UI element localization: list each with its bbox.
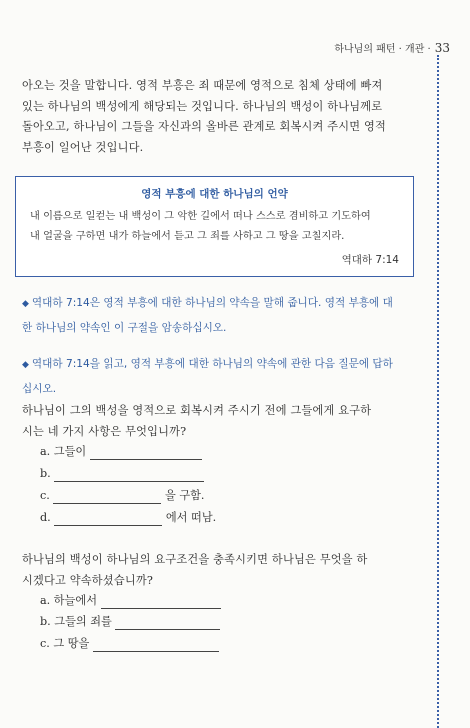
answer-blank[interactable]	[54, 513, 162, 526]
question-2	[22, 549, 422, 591]
answer-label: c. 그 땅을	[40, 637, 90, 650]
answer-row-2b	[40, 614, 220, 630]
question-line: 시겠다고 약속하셨습니까?	[22, 574, 154, 587]
verse-reference: 역대하 7:14	[341, 254, 399, 266]
question-line: 시는 네 가지 사항은 무엇입니까?	[22, 425, 187, 438]
answer-row-1b	[40, 466, 204, 482]
answer-blank[interactable]	[90, 447, 202, 460]
text-line: 있는 하나님의 백성에게 해당되는 것입니다. 하나님의 백성이 하나님께로	[22, 99, 383, 113]
intro-paragraph	[22, 76, 422, 158]
answer-blank[interactable]	[115, 617, 220, 630]
answer-row-2a	[40, 593, 221, 609]
instruction-memorize	[22, 291, 426, 340]
answer-label: c.	[40, 489, 50, 502]
margin-dotted-rule	[437, 55, 439, 728]
instruction-answer	[22, 352, 426, 401]
answer-row-1a	[40, 444, 202, 460]
answer-label: b.	[40, 467, 51, 480]
text-line: 돌아오고, 하나님이 그들을 자신과의 올바른 관계로 회복시켜 주시면 영적	[22, 120, 387, 133]
answer-suffix: 에서 떠남.	[165, 511, 217, 524]
diamond-bullet-icon: ◆	[22, 299, 29, 309]
text-line: 부흥이 일어난 것입니다.	[22, 140, 144, 154]
answer-blank[interactable]	[54, 469, 204, 482]
instruction-line: 십시오.	[22, 383, 57, 395]
answer-blank[interactable]	[101, 596, 221, 609]
verse-line: 내 얼굴을 구하면 내가 하늘에서 듣고 그 죄를 사하고 그 땅을 고칠지라.	[30, 231, 345, 242]
answer-suffix: 을 구함.	[164, 489, 205, 502]
question-1	[22, 400, 422, 442]
answer-label: a. 하늘에서	[40, 594, 98, 607]
answer-row-1c	[40, 488, 205, 504]
box-verse	[30, 207, 402, 247]
page-number: 33	[434, 41, 450, 55]
answer-blank[interactable]	[53, 491, 161, 504]
scripture-box	[15, 176, 414, 277]
question-line: 하나님이 그의 백성을 영적으로 회복시켜 주시기 전에 그들에게 요구하	[22, 404, 372, 417]
question-line: 하나님의 백성이 하나님의 요구조건을 충족시키면 하나님은 무엇을 하	[22, 553, 368, 566]
answer-blank[interactable]	[93, 639, 219, 652]
instruction-line: 역대하 7:14을 읽고, 영적 부흥에 대한 하나님의 약속에 관한 다음 질문에 답하	[31, 358, 393, 370]
answer-label: a. 그들이	[40, 445, 87, 458]
box-title: 영적 부흥에 대한 하나님의 언약	[141, 188, 288, 200]
answer-label: b. 그들의 죄를	[40, 615, 112, 628]
text-line: 아오는 것을 말합니다. 영적 부흥은 죄 때문에 영적으로 침체 상태에 빠져	[22, 79, 383, 92]
answer-row-2c	[40, 636, 219, 652]
answer-row-1d	[40, 510, 216, 526]
header-title: 하나님의 패턴 · 개관 ·	[334, 44, 431, 55]
verse-line: 내 이름으로 일컫는 내 백성이 그 악한 길에서 떠나 스스로 겸비하고 기도하여	[30, 211, 371, 222]
running-header	[334, 40, 450, 55]
diamond-bullet-icon: ◆	[22, 360, 29, 370]
instruction-line: 한 하나님의 약속인 이 구절을 암송하십시오.	[22, 322, 227, 334]
instruction-line: 역대하 7:14은 영적 부흥에 대한 하나님의 약속을 말해 줍니다. 영적 부흥에 대	[31, 297, 393, 309]
answer-label: d.	[40, 511, 51, 524]
